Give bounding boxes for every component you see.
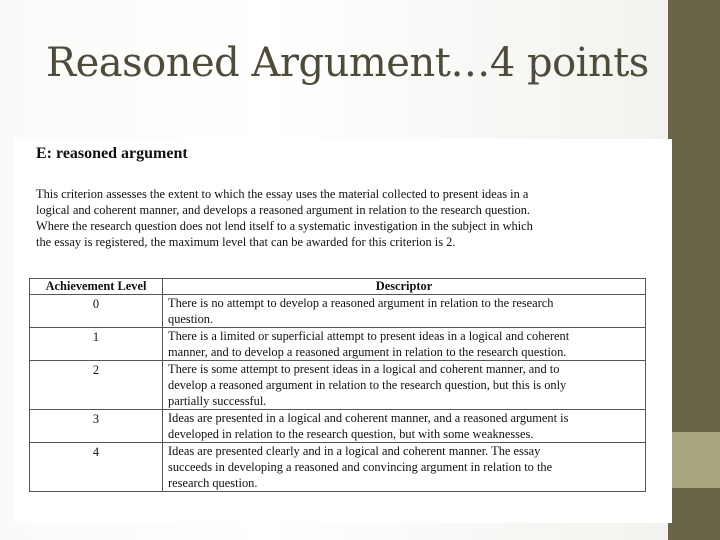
table-row xyxy=(30,443,646,492)
embedded-document xyxy=(14,139,672,523)
descriptor-line: developed in relation to the research question, but with some weaknesses. xyxy=(168,427,534,441)
descriptor-line: research question. xyxy=(168,476,258,490)
level-cell: 3 xyxy=(30,410,163,443)
header-descriptor: Descriptor xyxy=(163,279,646,295)
criterion-description xyxy=(36,186,626,250)
paragraph-line: This criterion assesses the extent to which the essay uses the material collected to present ideas in a xyxy=(36,187,529,201)
document-heading: E: reasoned argument xyxy=(36,145,188,162)
paragraph-line: logical and coherent manner, and develops a reasoned argument in relation to the research question. xyxy=(36,203,531,217)
descriptor-line: Ideas are presented in a logical and coherent manner, and a reasoned argument is xyxy=(168,411,569,425)
level-cell: 4 xyxy=(30,443,163,492)
descriptor-cell xyxy=(163,443,646,492)
descriptor-cell xyxy=(163,361,646,410)
level-cell: 2 xyxy=(30,361,163,410)
table-row xyxy=(30,328,646,361)
table-row xyxy=(30,295,646,328)
descriptor-line: succeeds in developing a reasoned and convincing argument in relation to the xyxy=(168,460,553,474)
table-row xyxy=(30,410,646,443)
level-cell: 0 xyxy=(30,295,163,328)
table-row xyxy=(30,361,646,410)
header-achievement-level: Achievement Level xyxy=(30,279,163,295)
rubric-table xyxy=(29,278,646,492)
paragraph-line: the essay is registered, the maximum level that can be awarded for this criterion is 2. xyxy=(36,235,456,249)
descriptor-line: manner, and to develop a reasoned argument in relation to the research question. xyxy=(168,345,567,359)
descriptor-cell xyxy=(163,295,646,328)
descriptor-line: partially successful. xyxy=(168,394,267,408)
table-header-row xyxy=(30,279,646,295)
descriptor-line: There is a limited or superficial attempt to present ideas in a logical and coherent xyxy=(168,329,570,343)
descriptor-line: There is some attempt to present ideas in a logical and coherent manner, and to xyxy=(168,362,560,376)
descriptor-line: question. xyxy=(168,312,214,326)
descriptor-line: Ideas are presented clearly and in a logical and coherent manner. The essay xyxy=(168,444,541,458)
descriptor-cell xyxy=(163,328,646,361)
level-cell: 1 xyxy=(30,328,163,361)
descriptor-line: develop a reasoned argument in relation to the research question, but this is only xyxy=(168,378,567,392)
slide-title: Reasoned Argument…4 points xyxy=(46,40,649,86)
decorative-side-accent xyxy=(668,432,720,488)
descriptor-cell xyxy=(163,410,646,443)
descriptor-line: There is no attempt to develop a reasoned argument in relation to the research xyxy=(168,296,554,310)
paragraph-line: Where the research question does not lend itself to a systematic investigation in the subject in which xyxy=(36,219,533,233)
